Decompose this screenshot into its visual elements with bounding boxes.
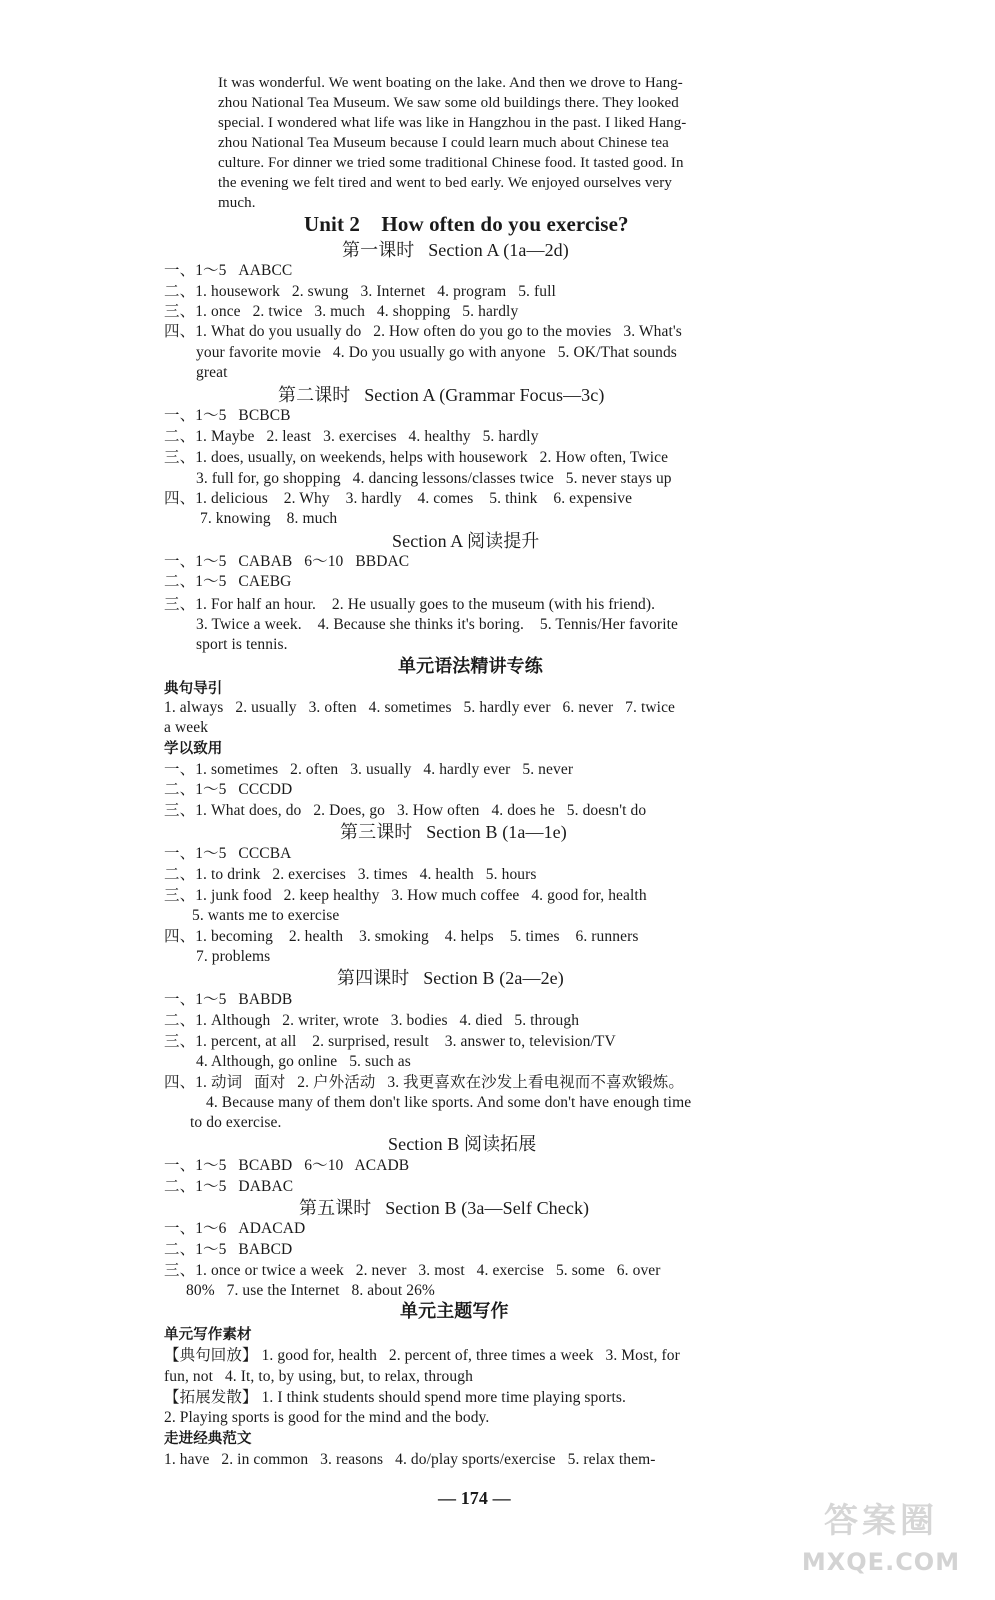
watermark-logo xyxy=(775,1498,987,1594)
subsection-label: 走进经典范文 xyxy=(164,1431,252,1447)
section-heading: Section A 阅读提升 xyxy=(392,531,540,551)
answer-line: 三、1. junk food 2. keep healthy 3. How much coffee 4. good for, health xyxy=(164,887,647,904)
answer-line: 一、1～6 ADACAD xyxy=(164,1220,306,1237)
answer-line: to do exercise. xyxy=(190,1114,282,1131)
answer-line: a week xyxy=(164,719,209,736)
answer-line: 一、1～5 AABCC xyxy=(164,262,293,279)
answer-line: 三、1. For half an hour. 2. He usually goes to the museum (with his friend). xyxy=(164,596,656,613)
answer-line: 7. knowing 8. much xyxy=(200,510,338,527)
answer-line: 二、1～5 DABAC xyxy=(164,1178,294,1195)
answer-line: 1. always 2. usually 3. often 4. sometimes 5. hardly ever 6. never 7. twice xyxy=(164,699,676,716)
answer-line: fun, not 4. It, to, by using, but, to relax, through xyxy=(164,1368,473,1385)
intro-line: It was wonderful. We went boating on the lake. And then we drove to Hang- xyxy=(218,75,683,91)
answer-line: 【典句回放】 1. good for, health 2. percent of, three times a week 3. Most, for xyxy=(164,1347,680,1364)
watermark-text: 答案圈 xyxy=(824,1501,938,1541)
answer-line: sport is tennis. xyxy=(196,636,288,653)
section-heading: 单元语法精讲专练 xyxy=(398,656,543,677)
intro-line: the evening we felt tired and went to bed early. We enjoyed ourselves very xyxy=(218,175,672,191)
lesson-heading: 第五课时 Section B (3a—Self Check) xyxy=(299,1198,590,1218)
subsection-label: 学以致用 xyxy=(164,741,223,757)
answer-line: 二、1. Although 2. writer, wrote 3. bodies 4. died 5. through xyxy=(164,1012,580,1029)
answer-line: 3. Twice a week. 4. Because she thinks it's boring. 5. Tennis/Her favorite xyxy=(196,616,678,633)
lesson-heading: 第三课时 Section B (1a—1e) xyxy=(340,822,567,842)
answer-line: 二、1～5 CAEBG xyxy=(164,573,292,590)
subsection-label: 典句导引 xyxy=(164,681,223,697)
page-number: — 174 — xyxy=(438,1488,511,1508)
answer-line: 三、1. percent, at all 2. surprised, result 3. answer to, television/TV xyxy=(164,1033,616,1050)
unit-title: Unit 2 How often do you exercise? xyxy=(304,212,629,236)
section-heading: Section B 阅读拓展 xyxy=(388,1134,537,1154)
answer-line: 三、1. does, usually, on weekends, helps with housework 2. How often, Twice xyxy=(164,449,669,466)
answer-line: 【拓展发散】 1. I think students should spend more time playing sports. xyxy=(164,1389,627,1406)
answer-line: 二、1. to drink 2. exercises 3. times 4. health 5. hours xyxy=(164,866,537,883)
answer-line: 三、1. once 2. twice 3. much 4. shopping 5. hardly xyxy=(164,303,519,320)
answer-line: 一、1～5 CCCBA xyxy=(164,845,292,862)
answer-line: 5. wants me to exercise xyxy=(192,907,340,924)
answer-line: great xyxy=(196,364,228,381)
answer-line: 四、1. becoming 2. health 3. smoking 4. helps 5. times 6. runners xyxy=(164,928,639,945)
answer-line: 二、1～5 BABCD xyxy=(164,1241,293,1258)
answer-line: 4. Because many of them don't like sports. And some don't have enough time xyxy=(206,1094,692,1111)
answer-line: 3. full for, go shopping 4. dancing lessons/classes twice 5. never stays up xyxy=(196,470,672,487)
answer-line: 1. have 2. in common 3. reasons 4. do/play sports/exercise 5. relax them- xyxy=(164,1451,656,1468)
answer-line: 一、1. sometimes 2. often 3. usually 4. hardly ever 5. never xyxy=(164,761,574,778)
answer-line: 7. problems xyxy=(196,948,271,965)
answer-line: 二、1. housework 2. swung 3. Internet 4. program 5. full xyxy=(164,283,556,300)
answer-line: 三、1. once or twice a week 2. never 3. most 4. exercise 5. some 6. over xyxy=(164,1262,661,1279)
answer-line: 4. Although, go online 5. such as xyxy=(196,1053,411,1070)
watermark-url: MXQE.COM xyxy=(801,1548,961,1576)
answer-line: 四、1. delicious 2. Why 3. hardly 4. comes 5. think 6. expensive xyxy=(164,490,633,507)
intro-line: special. I wondered what life was like in Hangzhou in the past. I liked Hang- xyxy=(218,115,687,131)
intro-line: culture. For dinner we tried some traditional Chinese food. It tasted good. In xyxy=(218,155,684,171)
answer-line: 二、1～5 CCCDD xyxy=(164,781,293,798)
lesson-heading: 第一课时 Section A (1a—2d) xyxy=(342,240,569,260)
answer-line: 一、1～5 CABAB 6～10 BBDAC xyxy=(164,553,410,570)
intro-line: much. xyxy=(218,195,256,211)
answer-line: 一、1～5 BABDB xyxy=(164,991,293,1008)
answer-line: 三、1. What does, do 2. Does, go 3. How often 4. does he 5. doesn't do xyxy=(164,802,647,819)
answer-line: 一、1～5 BCABD 6～10 ACADB xyxy=(164,1157,410,1174)
intro-line: zhou National Tea Museum because I could learn much about Chinese tea xyxy=(218,135,669,151)
answer-line: 80% 7. use the Internet 8. about 26% xyxy=(186,1282,435,1299)
section-heading: 单元主题写作 xyxy=(400,1301,509,1322)
answer-line: your favorite movie 4. Do you usually go with anyone 5. OK/That sounds xyxy=(196,344,677,361)
subsection-label: 单元写作素材 xyxy=(164,1327,252,1343)
lesson-heading: 第二课时 Section A (Grammar Focus—3c) xyxy=(278,385,605,405)
answer-line: 四、1. 动词 面对 2. 户外活动 3. 我更喜欢在沙发上看电视而不喜欢锻炼。 xyxy=(164,1074,684,1091)
answer-line: 二、1. Maybe 2. least 3. exercises 4. healthy 5. hardly xyxy=(164,428,539,445)
lesson-heading: 第四课时 Section B (2a—2e) xyxy=(337,968,564,988)
intro-line: zhou National Tea Museum. We saw some old buildings there. They looked xyxy=(218,95,679,111)
answer-line: 2. Playing sports is good for the mind and the body. xyxy=(164,1409,490,1426)
answer-line: 一、1～5 BCBCB xyxy=(164,407,291,424)
answer-line: 四、1. What do you usually do 2. How often do you go to the movies 3. What's xyxy=(164,323,682,340)
